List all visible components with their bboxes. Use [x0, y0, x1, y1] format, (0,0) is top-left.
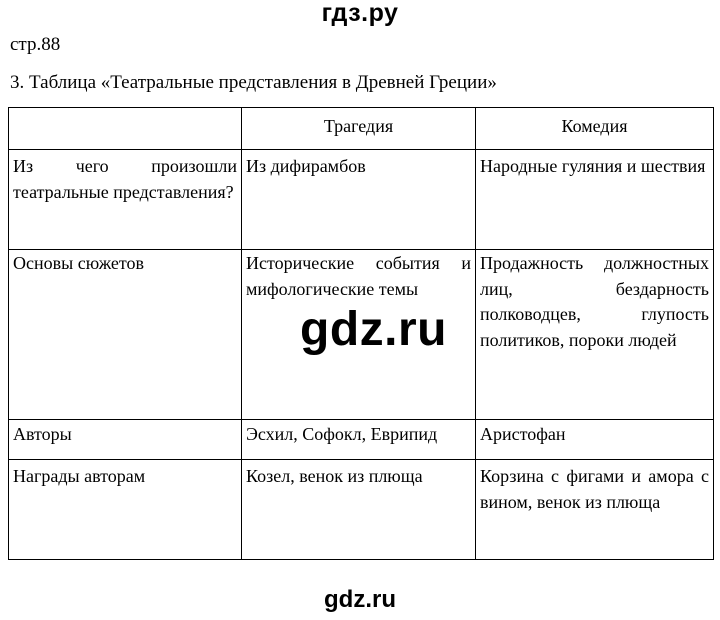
- row-label-authors: Авторы: [9, 420, 242, 460]
- page-number: стр.88: [10, 34, 61, 55]
- row-label-origin: Из чего произошли театральные представления?: [9, 150, 242, 250]
- comedy-awards-cell: Корзина с фигами и амора с вином, венок из плюща: [476, 460, 714, 560]
- row-label-awards: Награды авторам: [9, 460, 242, 560]
- table-header-row: [9, 108, 714, 150]
- site-footer-logo: gdz.ru: [324, 586, 396, 613]
- header-cell-comedy: Комедия: [476, 108, 714, 150]
- header-cell-tragedy: Трагедия: [242, 108, 476, 150]
- tragedy-origin-cell: Из дифирамбов: [242, 150, 476, 250]
- site-header-logo: гдз.ру: [321, 0, 399, 27]
- watermark-logo: gdz.ru: [300, 303, 447, 356]
- comedy-plots-cell: Продажность должностных лиц, бездарность полководцев, глупость политиков, пороки людей: [476, 250, 714, 420]
- table-row: [9, 420, 714, 460]
- comedy-authors-cell: Аристофан: [476, 420, 714, 460]
- tragedy-awards-cell: Козел, венок из плюща: [242, 460, 476, 560]
- header-cell-empty: [9, 108, 242, 150]
- table-row: [9, 460, 714, 560]
- comedy-origin-cell: Народные гуляния и шествия: [476, 150, 714, 250]
- task-heading: 3. Таблица «Театральные представления в Древней Греции»: [10, 72, 497, 93]
- row-label-plots: Основы сюжетов: [9, 250, 242, 420]
- tragedy-authors-cell: Эсхил, Софокл, Еврипид: [242, 420, 476, 460]
- table-row: [9, 150, 714, 250]
- tragedy-plots-cell: Исторические события и мифологические темы: [242, 250, 476, 420]
